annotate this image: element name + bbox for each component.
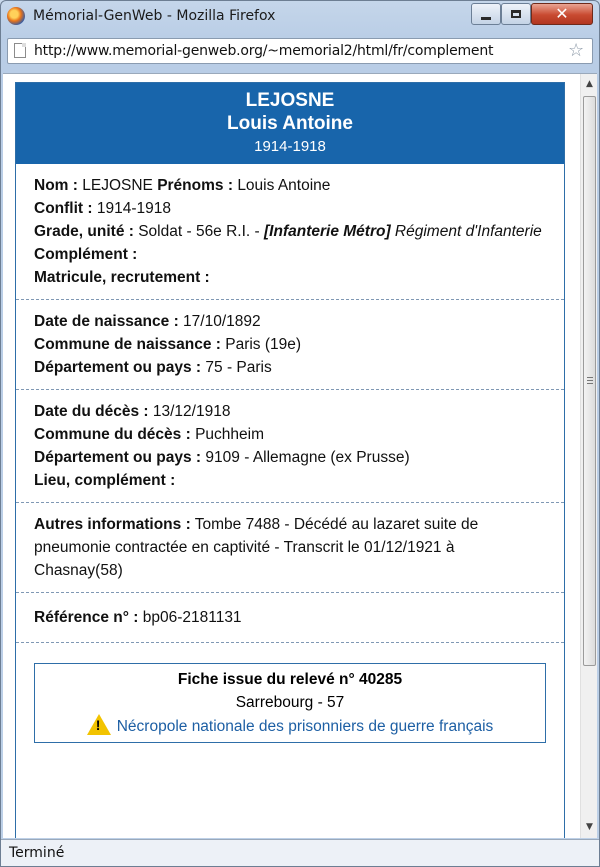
- birth-date-line: [34, 310, 546, 333]
- bookmark-star-icon[interactable]: ☆: [568, 40, 585, 61]
- page-icon: [14, 43, 26, 58]
- unit-category: [Infanterie Métro]: [264, 223, 391, 240]
- birth-section: [16, 300, 564, 390]
- page-viewport: [3, 73, 597, 838]
- close-icon: ✕: [555, 4, 569, 23]
- status-text: Terminé: [9, 845, 65, 861]
- releve-link-row: [39, 714, 541, 738]
- close-button[interactable]: [531, 3, 593, 25]
- death-lieu-label: Lieu, complément :: [34, 472, 176, 489]
- death-date-value: 13/12/1918: [152, 403, 231, 420]
- scroll-down-icon[interactable]: ▼: [586, 822, 593, 832]
- maximize-button[interactable]: [501, 3, 531, 25]
- grip-line: [587, 377, 593, 378]
- death-date-label: Date du décès :: [34, 403, 149, 420]
- fiche-panel: [15, 82, 565, 838]
- matricule-label: Matricule, recrutement :: [34, 269, 210, 286]
- grade-value: Soldat - 56e R.I. -: [138, 223, 260, 240]
- maximize-icon: [511, 10, 521, 18]
- death-section: [16, 390, 564, 503]
- birth-date-label: Date de naissance :: [34, 313, 179, 330]
- other-info-label: Autres informations :: [34, 516, 191, 533]
- nom-label: Nom :: [34, 177, 78, 194]
- grade-label: Grade, unité :: [34, 223, 134, 240]
- birth-dept-value: 75 - Paris: [205, 359, 272, 376]
- scroll-thumb[interactable]: [583, 96, 596, 666]
- minimize-icon: [481, 17, 491, 20]
- death-commune-value: Puchheim: [195, 426, 264, 443]
- first-names-heading: Louis Antoine: [227, 113, 353, 134]
- warning-glyph: !: [95, 717, 101, 733]
- grade-line: [34, 220, 546, 243]
- grip-line: [587, 383, 593, 384]
- birth-dept-label: Département ou pays :: [34, 359, 202, 376]
- address-bar[interactable]: [7, 38, 593, 64]
- birth-dept-line: [34, 356, 546, 379]
- other-info-value: Tombe 7488 - Décédé au lazaret suite de pneumonie contractée en captivité - Transcrit le 01/12/1921 à Chasnay(58): [34, 516, 479, 579]
- birth-commune-value: Paris (19e): [225, 336, 302, 353]
- identity-section: [16, 164, 564, 300]
- reference-section: [16, 593, 564, 643]
- releve-title: Fiche issue du relevé n° 40285: [177, 671, 403, 688]
- reference-value: bp06-2181131: [142, 609, 242, 626]
- prenoms-value: Louis Antoine: [237, 177, 331, 194]
- minimize-button[interactable]: [471, 3, 501, 25]
- conflit-value: 1914-1918: [96, 200, 171, 217]
- death-lieu-line: [34, 469, 546, 492]
- death-dept-label: Département ou pays :: [34, 449, 202, 466]
- matricule-line: [34, 266, 546, 289]
- nom-value: LEJOSNE: [82, 177, 153, 194]
- death-commune-line: [34, 423, 546, 446]
- death-dept-value: 9109 - Allemagne (ex Prusse): [205, 449, 410, 466]
- birth-date-value: 17/10/1892: [183, 313, 261, 330]
- unit-type: Régiment d'Infanterie: [394, 223, 542, 240]
- fiche-header: [16, 83, 564, 164]
- surname-heading: LEJOSNE: [245, 90, 335, 111]
- complement-line: [34, 243, 546, 266]
- title-bar: [1, 1, 599, 31]
- necropole-link[interactable]: Nécropole nationale des prisonniers de guerre français: [116, 718, 494, 735]
- status-bar: [1, 839, 599, 867]
- birth-commune-label: Commune de naissance :: [34, 336, 221, 353]
- vertical-scrollbar[interactable]: [580, 74, 597, 838]
- death-dept-line: [34, 446, 546, 469]
- grip-line: [587, 380, 593, 381]
- reference-label: Référence n° :: [34, 609, 139, 626]
- warning-icon: [87, 714, 111, 735]
- other-info-section: [16, 503, 564, 593]
- releve-place: Sarrebourg - 57: [235, 694, 345, 711]
- conflit-line: [34, 197, 546, 220]
- url-text[interactable]: http://www.memorial-genweb.org/~memorial2/html/fr/complement: [34, 43, 494, 59]
- period-heading: 1914-1918: [254, 138, 326, 155]
- complement-label: Complément :: [34, 246, 138, 263]
- nom-line: [34, 174, 546, 197]
- window-title: Mémorial-GenWeb - Mozilla Firefox: [33, 8, 276, 24]
- releve-box: [34, 663, 546, 743]
- death-commune-label: Commune du décès :: [34, 426, 191, 443]
- scroll-up-icon[interactable]: ▲: [586, 79, 593, 89]
- prenoms-label: Prénoms :: [157, 177, 233, 194]
- firefox-icon: [7, 7, 25, 25]
- birth-commune-line: [34, 333, 546, 356]
- death-date-line: [34, 400, 546, 423]
- conflit-label: Conflit :: [34, 200, 93, 217]
